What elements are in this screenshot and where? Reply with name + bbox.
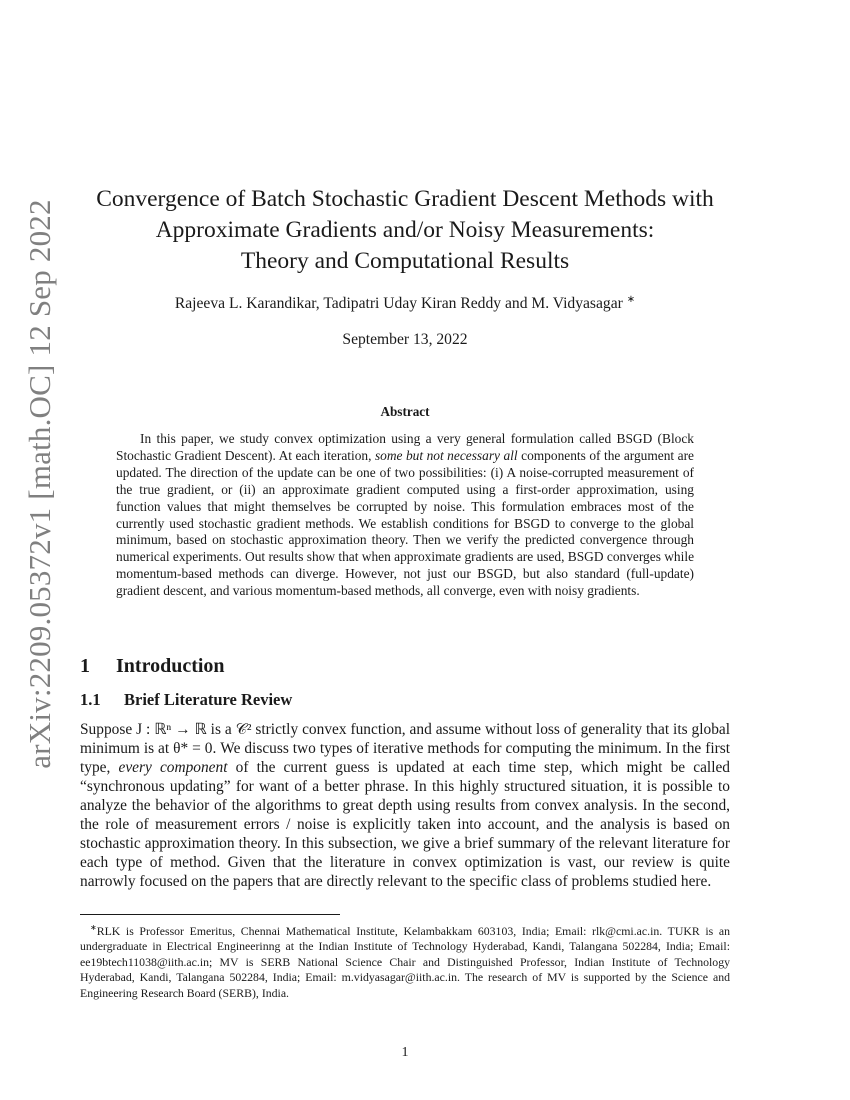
section-number: 1 — [80, 655, 90, 677]
abstract-text-start: In this paper, we study convex optimization using a very general formulation called BSGD (Block Stochastic Gradient Descent). At each iteration, — [116, 431, 694, 463]
footnote-mark: ∗ — [90, 923, 97, 932]
section-heading-introduction — [80, 655, 225, 678]
subsection-title: Brief Literature Review — [124, 690, 293, 709]
section-title: Introduction — [116, 655, 225, 677]
title-line-3: Theory and Computational Results — [240, 248, 570, 274]
abstract-text-end: components of the argument are updated. The direction of the update can be one of two possibilities: (i) A noise-corrupted measurement of the true gradient, or (ii) an approximate gradient computed using a first-order approximation, using function values that might themselves be corrupted by noise. This formulation embraces most of the currently used stochastic gradient methods. We establish conditions for BSGD to converge to the global minimum, based on stochastic approximation theory. Then we verify the predicted convergence through numerical experiments. Out results show that when approximate gradients are used, BSGD converges while momentum-based methods can diverge. However, not just our BSGD, but also standard (full-update) gradient descent, and various momentum-based methods, all converge, even with noisy gradients. — [116, 447, 695, 599]
author-footnote — [80, 920, 730, 1001]
subsection-number: 1.1 — [80, 690, 101, 709]
page-number: 1 — [401, 1045, 409, 1060]
subsection-heading-literature-review — [80, 690, 292, 710]
intro-text-rest: of the current guess is updated at each time step, which might be called “synchronous updating” for want of a better phrase. In this highly structured situation, it is possible to analyze the behavior of the algorithms to great depth using results from convex analysis. In the second, the role of measurement errors / noise is explicitly taken into account, and the analysis is based on stochastic approximation theory. In this subsection, we give a brief summary of the relevant literature for each type of method. Given that the literature in convex optimization is vast, our review is quite narrowly focused on the papers that are directly relevant to the specific class of problems studied here. — [80, 759, 730, 890]
authors-text: Rajeeva L. Karandikar, Tadipatri Uday Kiran Reddy and M. Vidyasagar — [174, 295, 623, 313]
title-line-2: Approximate Gradients and/or Noisy Measurements: — [155, 217, 655, 243]
arxiv-sidebar — [0, 0, 78, 1100]
intro-emphasis: every component — [118, 759, 228, 776]
footnote-text: RLK is Professor Emeritus, Chennai Mathematical Institute, Kelambakkam 603103, India; Email: rlk@cmi.ac.in. TUKR is an undergraduate in Electrical Engineerinng at the Indian Institute of Technology Hyderabad, Kandi, Talangana 502284, India; Email: ee19btech11038@iith.ac.in; MV is SERB National Science Chair and Distinguished Professor, Indian Institute of Technology Hyderabad, Kandi, Talangana 502284, India; Email: m.vidyasagar@iith.ac.in. The research of MV is supported by the Science and Engineering Research Board (SERB), India. — [80, 923, 730, 1000]
arxiv-identifier: arXiv:2209.05372v1 [math.OC] 12 Sep 2022 — [22, 199, 57, 769]
title-line-1: Convergence of Batch Stochastic Gradient Descent Methods with — [96, 186, 714, 212]
author-footnote-mark: ∗ — [626, 294, 636, 305]
abstract-emphasis: some but not necessary all — [374, 447, 518, 463]
abstract-heading: Abstract — [380, 404, 430, 419]
paper-date: September 13, 2022 — [342, 331, 468, 348]
footnote-rule — [80, 914, 340, 915]
intro-text-start: Suppose J : ℝⁿ → ℝ is a 𝒞² strictly convex function, and assume without loss of generality that its global minimum is at θ* = 0. We discuss two types of iterative methods for computing the minimum. In the first type, — [80, 721, 730, 776]
intro-paragraph — [80, 720, 730, 891]
abstract-body — [116, 431, 694, 600]
paper-title — [80, 184, 730, 277]
author-list — [80, 294, 730, 313]
paper-page — [80, 0, 730, 1100]
